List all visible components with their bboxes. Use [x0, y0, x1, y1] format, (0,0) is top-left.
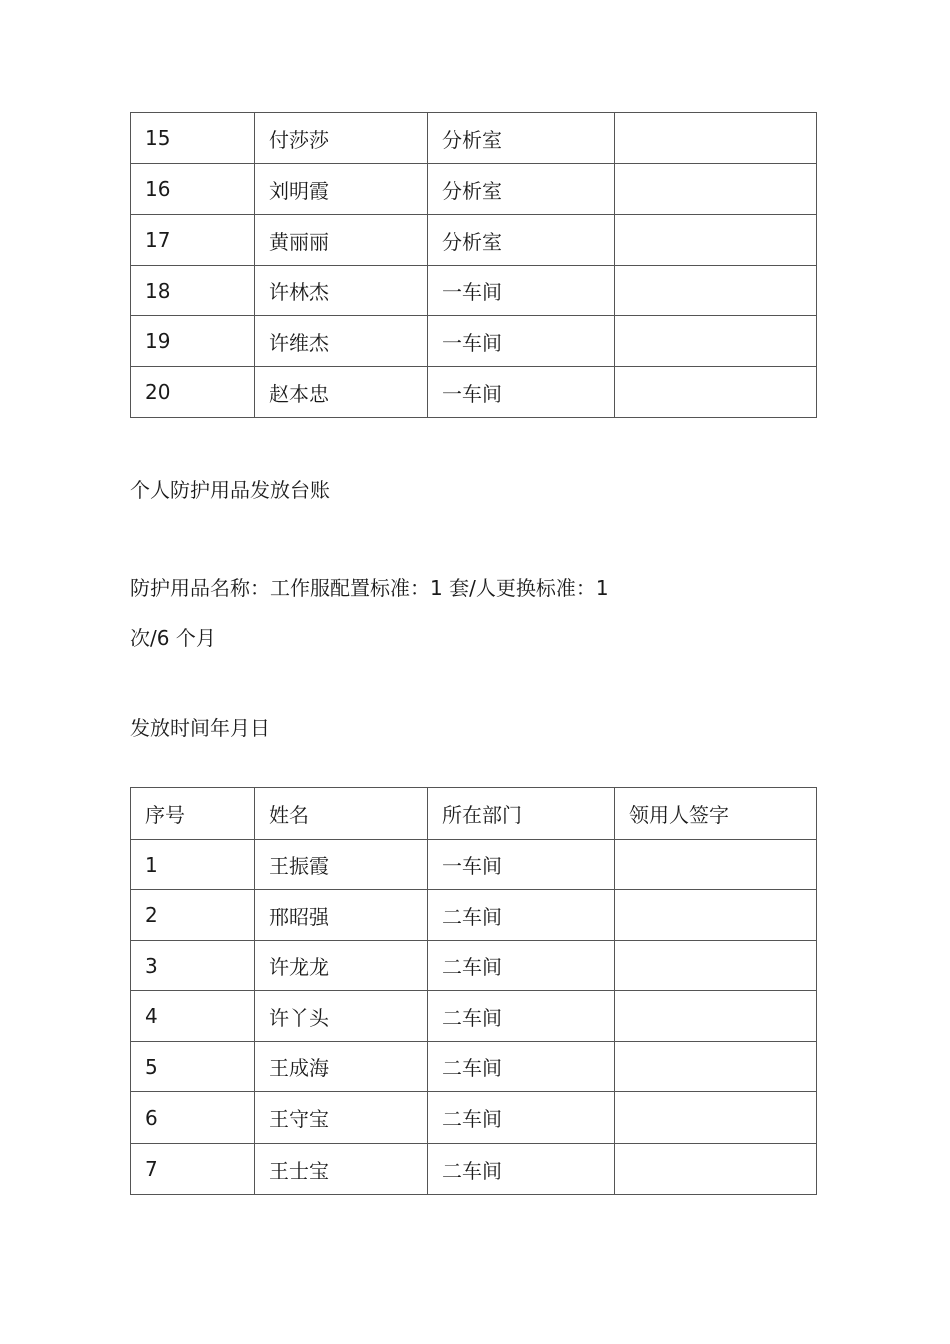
signature-cell [615, 1144, 817, 1195]
signature-cell [615, 367, 817, 418]
serial-cell: 16 [131, 164, 255, 215]
item-standard-line: 防护用品名称：工作服配置标准：1 套/人更换标准：1 [130, 576, 609, 600]
department-cell: 分析室 [428, 215, 615, 266]
name-cell: 黄丽丽 [255, 215, 428, 266]
serial-cell: 7 [131, 1144, 255, 1195]
signature-cell [615, 113, 817, 164]
signature-cell [615, 164, 817, 215]
name-cell: 刘明霞 [255, 164, 428, 215]
header-serial: 序号 [131, 788, 255, 840]
department-cell: 一车间 [428, 840, 615, 890]
department-cell: 二车间 [428, 991, 615, 1042]
department-cell: 分析室 [428, 113, 615, 164]
table-row [131, 316, 817, 367]
serial-cell: 15 [131, 113, 255, 164]
table-row [131, 941, 817, 991]
distribution-ledger-table [130, 787, 817, 1195]
table-row [131, 1144, 817, 1195]
serial-cell: 18 [131, 266, 255, 316]
serial-cell: 3 [131, 941, 255, 991]
department-cell: 二车间 [428, 890, 615, 941]
serial-cell: 20 [131, 367, 255, 418]
issue-time-line: 发放时间年月日 [130, 716, 270, 740]
department-cell: 一车间 [428, 266, 615, 316]
table-row [131, 1092, 817, 1144]
serial-cell: 19 [131, 316, 255, 367]
signature-cell [615, 1042, 817, 1092]
name-cell: 王成海 [255, 1042, 428, 1092]
name-cell: 许丫头 [255, 991, 428, 1042]
department-cell: 一车间 [428, 367, 615, 418]
name-cell: 付莎莎 [255, 113, 428, 164]
table-row [131, 266, 817, 316]
serial-cell: 4 [131, 991, 255, 1042]
name-cell: 赵本忠 [255, 367, 428, 418]
table-header-row [131, 788, 817, 840]
header-name: 姓名 [255, 788, 428, 840]
signature-cell [615, 941, 817, 991]
header-department: 所在部门 [428, 788, 615, 840]
signature-cell [615, 1092, 817, 1144]
name-cell: 王守宝 [255, 1092, 428, 1144]
serial-cell: 6 [131, 1092, 255, 1144]
table-row [131, 840, 817, 890]
department-cell: 二车间 [428, 1042, 615, 1092]
signature-cell [615, 316, 817, 367]
signature-cell [615, 890, 817, 941]
table-row [131, 991, 817, 1042]
name-cell: 邢昭强 [255, 890, 428, 941]
name-cell: 许维杰 [255, 316, 428, 367]
name-cell: 许龙龙 [255, 941, 428, 991]
replacement-cycle-line: 次/6 个月 [130, 626, 216, 650]
header-signature: 领用人签字 [615, 788, 817, 840]
signature-cell [615, 215, 817, 266]
table-row [131, 367, 817, 418]
table-row [131, 113, 817, 164]
table-row [131, 890, 817, 941]
department-cell: 二车间 [428, 1144, 615, 1195]
department-cell: 分析室 [428, 164, 615, 215]
serial-cell: 2 [131, 890, 255, 941]
signature-cell [615, 991, 817, 1042]
ledger-title: 个人防护用品发放台账 [130, 478, 330, 502]
name-cell: 许林杰 [255, 266, 428, 316]
table-row [131, 1042, 817, 1092]
name-cell: 王振霞 [255, 840, 428, 890]
department-cell: 一车间 [428, 316, 615, 367]
serial-cell: 17 [131, 215, 255, 266]
department-cell: 二车间 [428, 1092, 615, 1144]
serial-cell: 5 [131, 1042, 255, 1092]
department-cell: 二车间 [428, 941, 615, 991]
table-row [131, 164, 817, 215]
serial-cell: 1 [131, 840, 255, 890]
signature-cell [615, 266, 817, 316]
signature-cell [615, 840, 817, 890]
table-row [131, 215, 817, 266]
employee-table-continued [130, 112, 817, 418]
name-cell: 王士宝 [255, 1144, 428, 1195]
